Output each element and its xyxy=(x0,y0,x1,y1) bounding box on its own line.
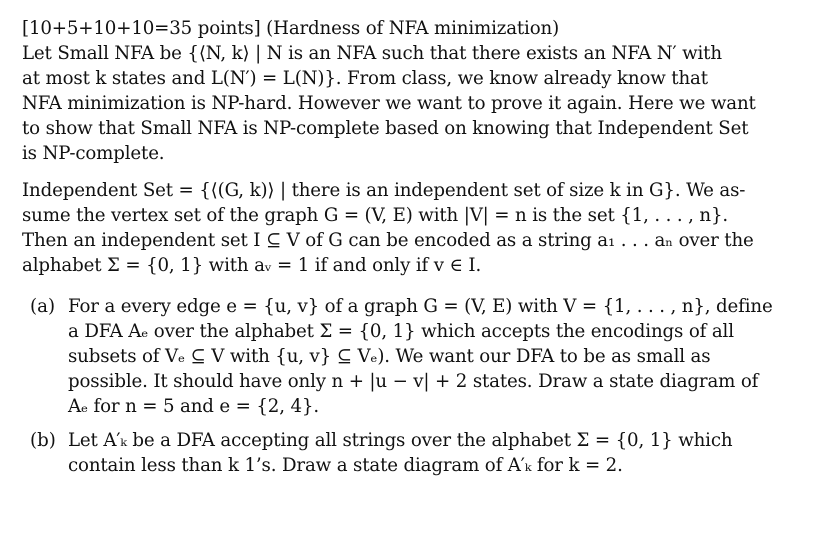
definition-line: sume the vertex set of the graph G = (V, E) with |V| = n is the set {1, . . . , n}. xyxy=(22,205,729,226)
definition-line: Then an independent set I ⊆ V of G can be encoded as a string a₁ . . . aₙ over the xyxy=(22,230,754,251)
part-a-line: subsets of Vₑ ⊆ V with {u, v} ⊆ Vₑ). We want our DFA to be as small as xyxy=(68,346,711,367)
intro-line: NFA minimization is NP-hard. However we want to prove it again. Here we want xyxy=(22,93,756,114)
intro-line: is NP-complete. xyxy=(22,143,165,164)
part-a xyxy=(22,294,773,419)
problem-text xyxy=(22,16,773,478)
definition-line: alphabet Σ = {0, 1} with aᵥ = 1 if and only if v ∈ I. xyxy=(22,255,482,276)
part-a-line: possible. It should have only n + |u − v| + 2 states. Draw a state diagram of xyxy=(68,371,759,392)
part-a-line: Aₑ for n = 5 and e = {2, 4}. xyxy=(68,396,319,417)
intro-line: at most k states and L(N′) = L(N)}. From class, we know already know that xyxy=(22,68,708,89)
part-b-line: Let A′ₖ be a DFA accepting all strings over the alphabet Σ = {0, 1} which xyxy=(68,430,733,451)
problem-header: [10+5+10+10=35 points] (Hardness of NFA minimization) xyxy=(22,18,560,39)
part-a-line: For a every edge e = {u, v} of a graph G = (V, E) with V = {1, . . . , n}, define xyxy=(68,296,773,317)
part-b xyxy=(22,428,762,478)
part-label: (b) xyxy=(30,430,56,451)
part-b-line: contain less than k 1’s. Draw a state diagram of A′ₖ for k = 2. xyxy=(68,455,623,476)
definition-line: Independent Set = {⟨(G, k)⟩ | there is an independent set of size k in G}. We as- xyxy=(22,180,746,201)
intro-line: to show that Small NFA is NP-complete based on knowing that Independent Set xyxy=(22,118,749,139)
part-a-line: a DFA Aₑ over the alphabet Σ = {0, 1} which accepts the encodings of all xyxy=(68,321,734,342)
intro-line: Let Small NFA be {⟨N, k⟩ | N is an NFA such that there exists an NFA N′ with xyxy=(22,43,722,64)
part-label: (a) xyxy=(30,296,56,317)
